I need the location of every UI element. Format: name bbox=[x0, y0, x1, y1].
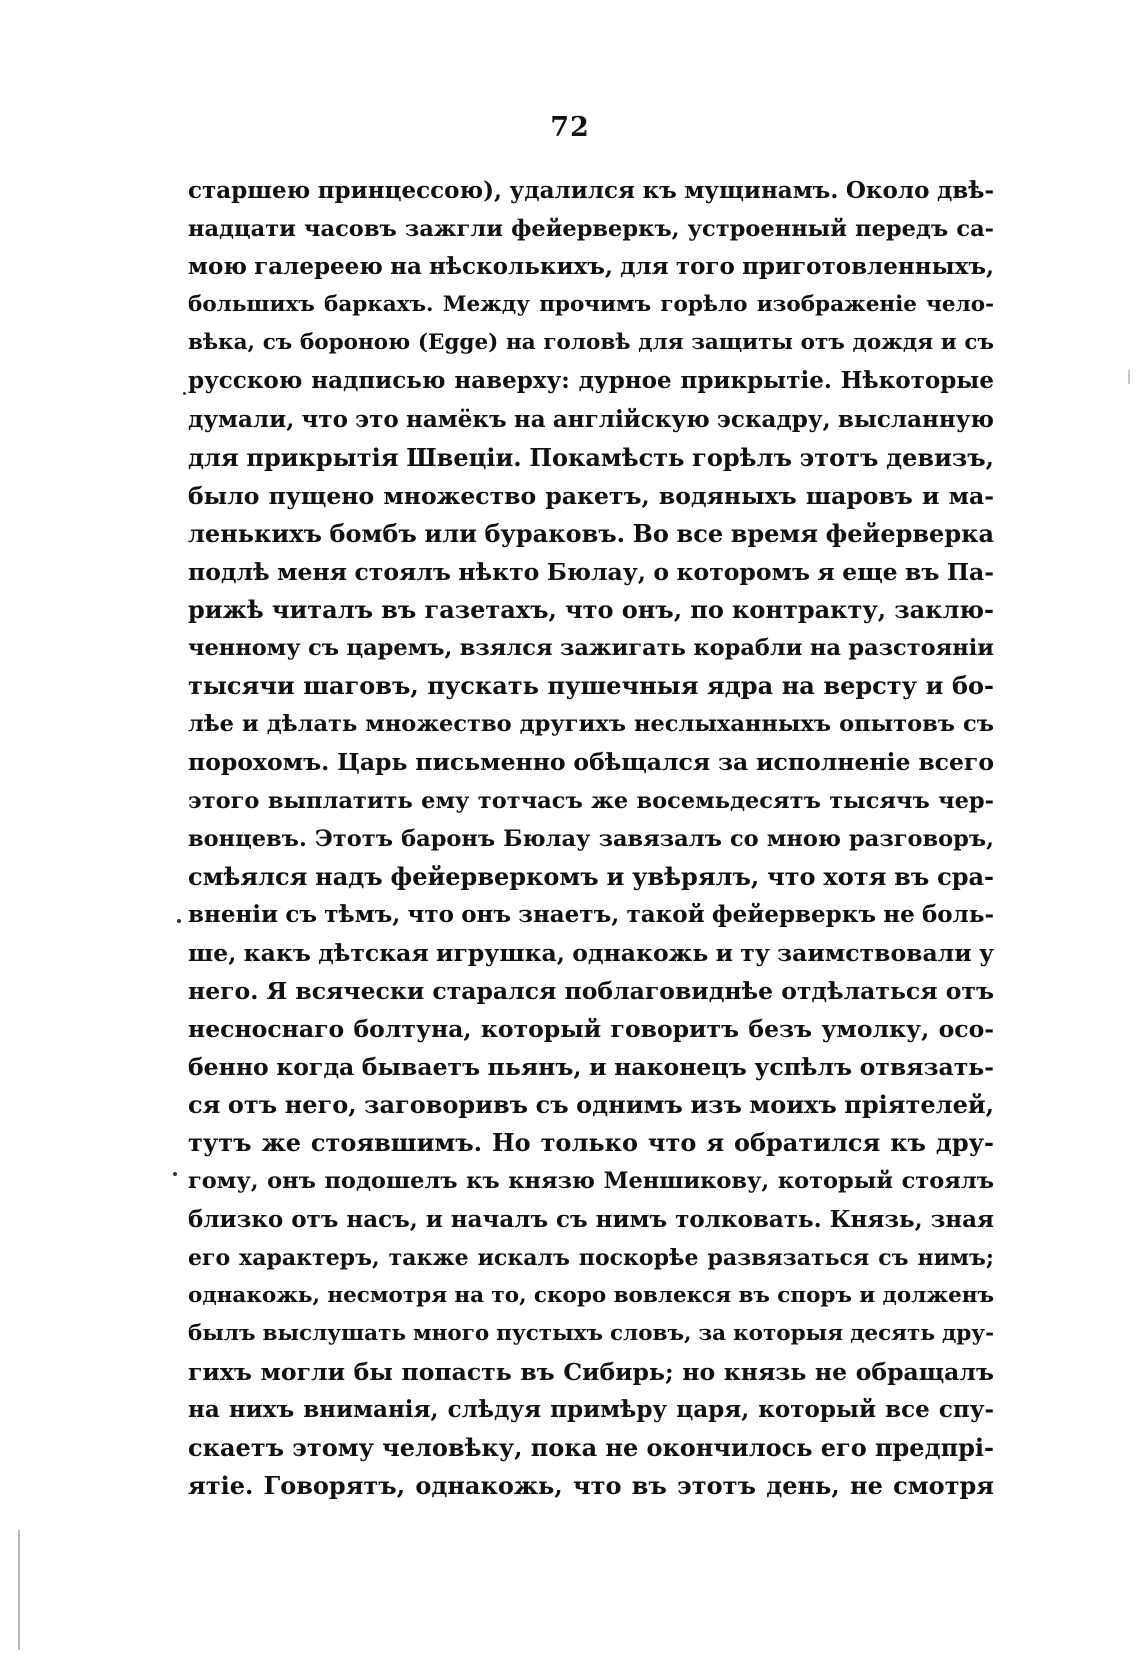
text-line: ченному съ царемъ, взялся зажигать корабли на разстояніи bbox=[188, 635, 994, 662]
text-line: тутъ же стоявшимъ. Но только что я обратился къ дру- bbox=[188, 1128, 994, 1158]
text-line: ся отъ него, заговоривъ съ однимъ изъ моихъ пріятелей, bbox=[188, 1090, 994, 1120]
text-line: для прикрытія Швеціи. Покамѣсть горѣлъ этотъ девизъ, bbox=[188, 442, 994, 472]
scan-speck bbox=[173, 1172, 177, 1176]
text-line: его характеръ, также искалъ поскорѣе развязаться съ нимъ; bbox=[188, 1244, 994, 1271]
text-line: скаетъ этому человѣку, пока не окончилось его предпрі- bbox=[188, 1433, 994, 1463]
text-line: русскою надписью наверху: дурное прикрытіе. Нѣкоторые bbox=[188, 367, 994, 395]
text-line: старшею принцессою), удалился къ мущинамъ. Около двѣ- bbox=[188, 177, 994, 204]
text-line: несноснаго болтуна, который говоритъ безъ умолку, осо- bbox=[188, 1015, 994, 1044]
text-line: этого выплатить ему тотчасъ же восемьдесятъ тысячъ чер- bbox=[188, 787, 994, 814]
text-line: вненіи съ тѣмъ, что онъ знаетъ, такой фейерверкъ не боль- bbox=[188, 900, 994, 928]
scan-speck bbox=[183, 392, 186, 395]
body-text bbox=[188, 172, 994, 1505]
text-line: надцати часовъ зажгли фейерверкъ, устроенный передъ са- bbox=[188, 216, 994, 243]
text-line: вонцевъ. Этотъ баронъ Бюлау завязалъ со мною разговоръ, bbox=[188, 825, 994, 852]
text-line: тысячи шаговъ, пускать пушечныя ядра на версту и бо- bbox=[188, 671, 994, 701]
text-line: близко отъ насъ, и началъ съ нимъ толковать. Князь, зная bbox=[188, 1205, 994, 1233]
text-line: большихъ баркахъ. Между прочимъ горѣло изображеніе чело- bbox=[188, 292, 994, 318]
text-line: былъ выслушать много пустыхъ словъ, за которыя десять дру- bbox=[188, 1320, 994, 1346]
text-line: него. Я всячески старался поблаговиднѣе отдѣлаться отъ bbox=[188, 976, 994, 1005]
text-line: на нихъ вниманія, слѣдуя примѣру царя, который все спу- bbox=[188, 1396, 994, 1423]
text-line: гому, онъ подошелъ къ князю Меншикову, который стоялъ bbox=[188, 1168, 994, 1195]
text-line: подлѣ меня стоялъ нѣкто Бюлау, о которомъ я еще въ Па- bbox=[188, 557, 994, 586]
text-line: порохомъ. Царь письменно обѣщался за исполненіе всего bbox=[188, 748, 994, 777]
page-number: 72 bbox=[550, 112, 590, 143]
text-line: вѣка, съ бороною (Egge) на головѣ для защиты отъ дождя и съ bbox=[188, 330, 994, 356]
text-line: лѣе и дѣлать множество другихъ неслыханныхъ опытовъ съ bbox=[188, 711, 994, 738]
text-line: думали, что это намёкъ на англійскую эскадру, высланную bbox=[188, 405, 994, 433]
text-line: ше, какъ дѣтская игрушка, однакожь и ту заимствовали у bbox=[188, 938, 994, 967]
text-line: бенно когда бываетъ пьянъ, и наконецъ успѣлъ отвязать- bbox=[188, 1053, 994, 1082]
text-line: рижѣ читалъ въ газетахъ, что онъ, по контракту, заклю- bbox=[188, 595, 994, 625]
text-line: смѣялся надъ фейерверкомъ и увѣрялъ, что хотя въ сра- bbox=[188, 861, 994, 891]
text-line: однакожь, несмотря на то, скоро вовлекся въ споръ и долженъ bbox=[188, 1282, 994, 1308]
text-line: гихъ могли бы попасть въ Сибирь; но князь не обращалъ bbox=[188, 1357, 994, 1386]
scan-margin-mark bbox=[1128, 370, 1130, 384]
text-line: мою галереею на нѣсколькихъ, для того приготовленныхъ, bbox=[188, 253, 994, 281]
text-line: ятіе. Говорятъ, однакожь, что въ этотъ день, не смотря bbox=[188, 1471, 994, 1501]
scan-edge-line bbox=[18, 1530, 20, 1650]
text-line: ленькихъ бомбъ или бураковъ. Во все время фейерверка bbox=[188, 518, 994, 548]
scan-speck bbox=[177, 919, 181, 923]
text-line: было пущено множество ракетъ, водяныхъ шаровъ и ма- bbox=[188, 481, 994, 510]
